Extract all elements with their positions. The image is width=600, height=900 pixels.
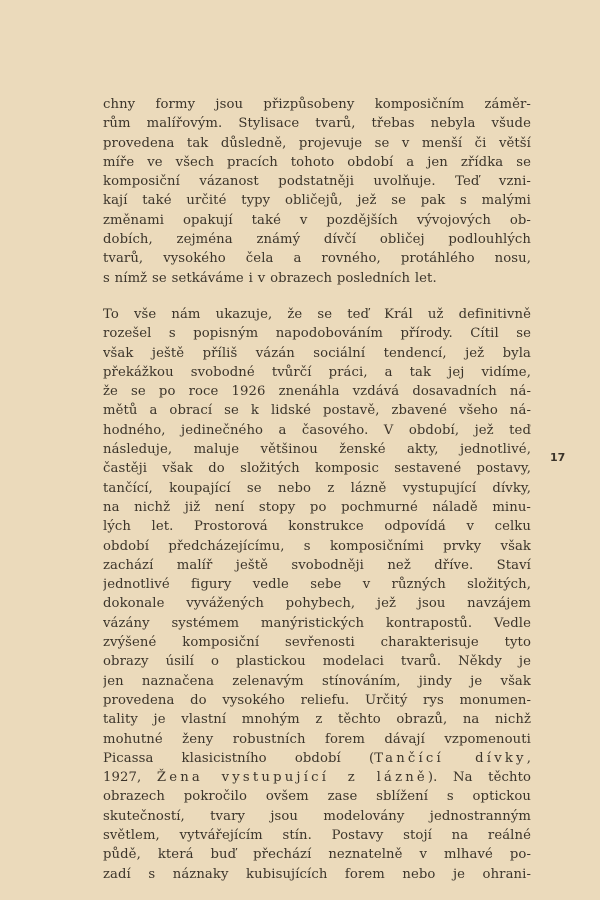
paragraph-2 (103, 305, 531, 884)
text-line: mohutné ženy robustních forem dávají vzpomenouti (103, 731, 531, 747)
page-text-block (103, 95, 531, 884)
text-line: častěji však do složitých komposic sestavené postavy, (103, 461, 531, 477)
text-line: půdě, která buď přechází neznatelně v mlhavé po- (103, 847, 531, 863)
page-number: 17 (550, 451, 566, 464)
text-line: světlem, vytvářejícím stín. Postavy stojí na reálné (103, 827, 531, 843)
artwork-title-spaced: Tančící dívky (374, 750, 527, 766)
text-line: zvýšené komposiční sevřenosti charakterisuje tyto (103, 635, 531, 651)
text-line: hodného, jedinečného a časového. V období, jež teď (103, 422, 531, 438)
artwork-title-spaced: Žena vystupující z lázně (156, 770, 428, 786)
text-line: však ještě příliš vázán sociální tendencí, jež byla (103, 345, 531, 361)
text-line: provedena do vysokého reliefu. Určitý rys monumen- (103, 692, 531, 708)
text-line: vázány systémem manýristických kontrapostů. Vedle (103, 615, 531, 631)
text-line: mětů a obrací se k lidské postavě, zbavené všeho ná- (103, 403, 531, 419)
text-line: chny formy jsou přizpůsobeny komposičním záměr- (103, 97, 531, 112)
text-fragment: ). Na těchto (427, 770, 531, 786)
text-line: jen naznačena zelenavým stínováním, jindy je však (103, 673, 531, 689)
text-line: období předcházejícímu, s komposičními prvky však (103, 538, 531, 554)
text-line: s nímž se setkáváme i v obrazech posledních let. (103, 270, 437, 286)
text-fragment: 1927, (103, 770, 157, 786)
text-line: dokonale vyvážených pohybech, jež jsou navzájem (103, 596, 531, 612)
paragraph-1 (103, 95, 531, 288)
text-line: tality je vlastní mnohým z těchto obrazů, na nichž (103, 712, 531, 728)
text-line: obrazy úsilí o plastickou modelaci tvarů. Někdy je (103, 654, 531, 670)
text-line: překážkou svobodné tvůrčí práci, a tak jej vidíme, (103, 364, 531, 380)
text-line: lých let. Prostorová konstrukce odpovídá v celku (103, 519, 531, 535)
text-line: změnami opakují také v pozdějších vývojových ob- (103, 212, 531, 228)
text-line: zadí s náznaky kubisujících forem nebo je ohrani- (103, 866, 531, 882)
text-line: provedena tak důsledně, projevuje se v menší či větší (103, 135, 531, 151)
text-line-artwork-title (103, 768, 531, 787)
text-line: tvarů, vysokého čela a rovného, protáhlého nosu, (103, 251, 531, 267)
text-line: následuje, maluje většinou ženské akty, jednotlivé, (103, 442, 531, 458)
text-fragment: Picassa klasicistního období ( (103, 750, 375, 766)
text-fragment: , (526, 750, 531, 766)
text-line: kají také určité typy obličejů, jež se pak s malými (103, 193, 531, 209)
text-line: na nichž již není stopy po pochmurné náladě minu- (103, 499, 531, 515)
text-line: komposiční vázanost podstatněji uvolňuje. Teď vzni- (103, 174, 531, 190)
text-line: jednotlivé figury vedle sebe v různých složitých, (103, 577, 531, 593)
text-line: míře ve všech pracích tohoto období a jen zřídka se (103, 154, 531, 170)
text-line: skutečností, tvary jsou modelovány jednostranným (103, 808, 531, 824)
text-line: obrazech pokročilo ovšem zase sblížení s optickou (103, 789, 531, 805)
text-line: rům malířovým. Stylisace tvarů, třebas nebyla všude (103, 116, 531, 132)
text-line: že se po roce 1926 znenáhla vzdává dosavadních ná- (103, 384, 531, 400)
text-line: rozešel s popisným napodobováním přírody. Cítil se (103, 326, 531, 342)
text-line: zachází malíř ještě svobodněji než dříve. Staví (103, 557, 531, 573)
text-line: tančící, koupající se nebo z lázně vystupující dívky, (103, 480, 531, 496)
text-line-artwork-title (103, 749, 531, 768)
text-line: To vše nám ukazuje, že se teď Král už definitivně (103, 306, 531, 322)
text-line: dobích, zejména známý dívčí obličej podlouhlých (103, 232, 531, 248)
